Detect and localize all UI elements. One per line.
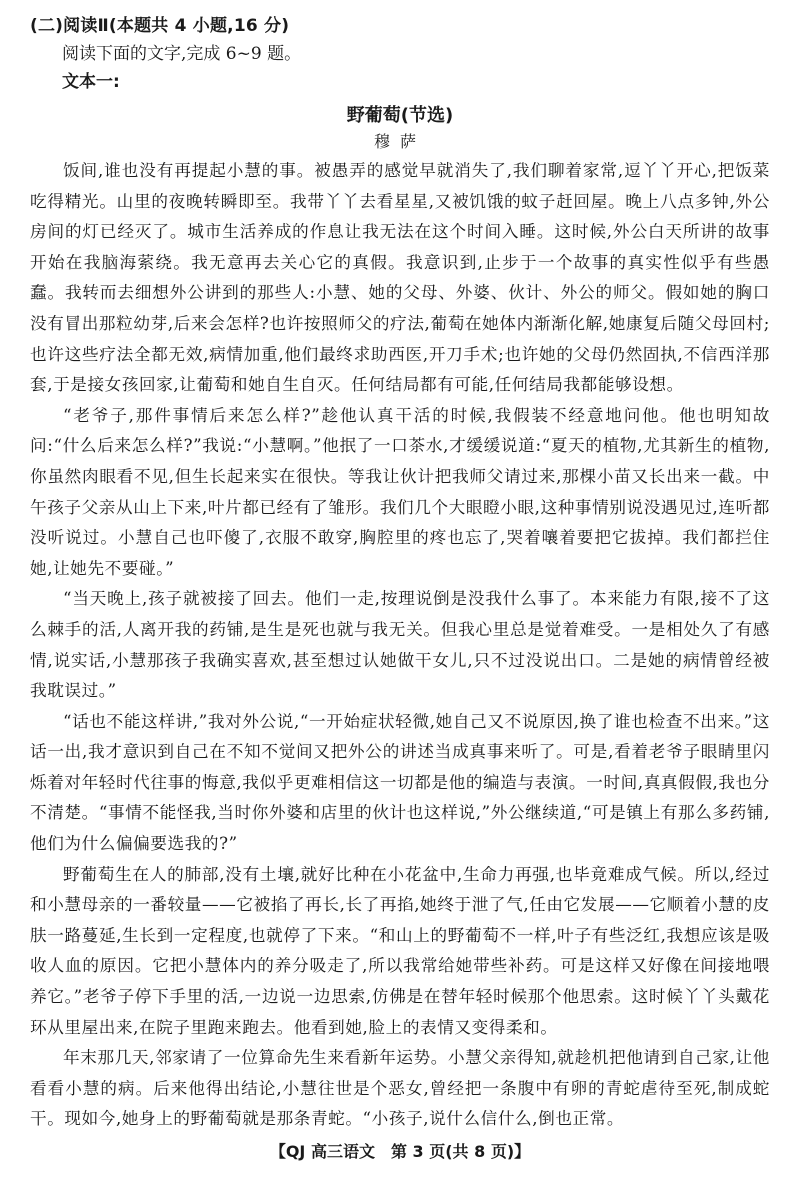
- paragraph: “当天晚上,孩子就被接了回去。他们一走,按理说倒是没我什么事了。本来能力有限,接不了这么棘手的活,人离开我的药铺,是生是死也就与我无关。但我心里总是觉着难受。一是相处久了有感情,说实话,小慧那孩子我确实喜欢,甚至想过认她做干女儿,只不过没说出口。二是她的病情曾经被我耽误过。”: [30, 589, 770, 701]
- paragraph: 饭间,谁也没有再提起小慧的事。被愚弄的感觉早就消失了,我们聊着家常,逗丫丫开心,把饭菜吃得精光。山里的夜晚转瞬即至。我带丫丫去看星星,又被饥饿的蚊子赶回屋。晚上八点多钟,外公房间的灯已经灭了。城市生活养成的作息让我无法在这个时间入睡。这时候,外公白天所讲的故事开始在我脑海萦绕。我无意再去关心它的真假。我意识到,止步于一个故事的真实性似乎有些愚蠢。我转而去细想外公讲到的那些人:小慧、她的父母、外婆、伙计、外公的师父。假如她的胸口没有冒出那粒幼芽,后来会怎样?也许按照师父的疗法,葡萄在她体内渐渐化解,她康复后随父母回村;也许这些疗法全都无效,病情加重,他们最终求助西医,开刀手术;也许她的父母仍然固执,不信西洋那套,于是接女孩回家,让葡萄和她自生自灭。任何结局都有可能,任何结局我都能够设想。: [30, 161, 770, 395]
- text-label: 文本一:: [62, 72, 120, 92]
- paragraph: 野葡萄生在人的肺部,没有土壤,就好比种在小花盆中,生命力再强,也毕竟难成气候。所以,经过和小慧母亲的一番较量——它被掐了再长,长了再掐,她终于泄了气,任由它发展——它顺着小慧的皮肤一路蔓延,生长到一定程度,也就停了下来。“和山上的野葡萄不一样,叶子有些泛红,我想应该是吸收人血的原因。它把小慧体内的养分吸走了,所以我常给她带些补药。可是这样又好像在间接地喂养它。”老爷子停下手里的活,一边说一边思索,仿佛是在替年轻时候那个他思索。这时候丫丫头戴花环从里屋出来,在院子里跑来跑去。他看到她,脸上的表情又变得柔和。: [30, 864, 770, 1037]
- article-author: 穆萨: [373, 132, 426, 151]
- reading-instruction: 阅读下面的文字,完成 6~9 题。: [62, 44, 302, 64]
- article-body: [30, 156, 770, 1135]
- article-title: 野葡萄(节选): [346, 105, 454, 126]
- footer-page-number: 第 3 页(共 8 页)】: [390, 1142, 531, 1161]
- paragraph: 年末那几天,邻家请了一位算命先生来看新年运势。小慧父亲得知,就趁机把他请到自己家,让他看看小慧的病。后来他得出结论,小慧往世是个恶女,曾经把一条腹中有卵的青蛇虐待至死,制成蛇干。现如今,她身上的野葡萄就是那条青蛇。“小孩子,说什么信什么,倒也正常。: [30, 1048, 770, 1129]
- section-heading: (二)阅读Ⅱ(本题共 4 小题,16 分): [30, 16, 290, 36]
- footer-brand: 【QJ 高三语文: [269, 1142, 375, 1161]
- paragraph: “老爷子,那件事情后来怎么样?”趁他认真干活的时候,我假装不经意地问他。他也明知故问:“什么后来怎么样?”我说:“小慧啊。”他抿了一口茶水,才缓缓说道:“夏天的植物,尤其新生的植物,你虽然肉眼看不见,但生长起来实在很快。等我让伙计把我师父请过来,那棵小苗又长出来一截。中午孩子父亲从山上下来,叶片都已经有了雏形。我们几个大眼瞪小眼,这种事情别说没遇见过,连听都没听说过。小慧自己也吓傻了,衣服不敢穿,胸腔里的疼也忘了,哭着嚷着要把它拔掉。我们都拦住她,让她先不要碰。”: [30, 405, 770, 578]
- paragraph: “话也不能这样讲,”我对外公说,“一开始症状轻微,她自己又不说原因,换了谁也检查不出来。”这话一出,我才意识到自己在不知不觉间又把外公的讲述当成真事来听了。可是,看着老爷子眼睛里闪烁着对年轻时代往事的悔意,我似乎更难相信这一切都是他的编造与表演。一时间,真真假假,我也分不清楚。“事情不能怪我,当时你外婆和店里的伙计也这样说,”外公继续道,“可是镇上有那么多药铺,他们为什么偏偏要选我的?”: [30, 711, 770, 854]
- page-footer: [0, 1140, 800, 1164]
